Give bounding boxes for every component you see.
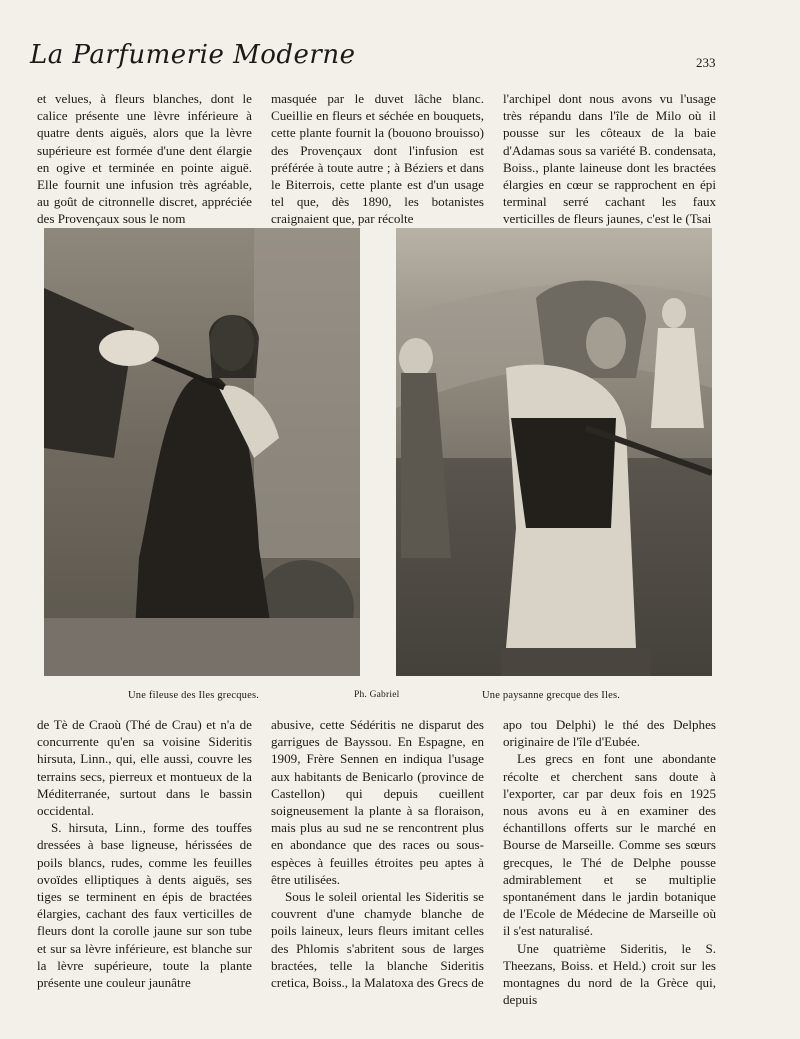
photo-spinner-woman [44,228,360,676]
paragraph: S. hirsuta, Linn., forme des touffes dressées à base ligneuse, hérissées de poils blancs, rudes, comme les feuilles ovoïdes elliptiques à dents aiguës, ses tiges se terminent en épis de bractées élargies, cachant des faux verticilles de fleurs dont la corolle jaune sur son tube et sur sa lèvre inférieure, est blanche sur la lèvre supérieure, toute la plante présente une couleur jaunâtre [37,820,252,991]
caption-left: Une fileuse des Iles grecques. [128,690,260,701]
paragraph: l'archipel dont nous avons vu l'usage très répandu dans l'île de Milo où il pousse sur les côteaux de la baie d'Adamas sous sa variété B. condensata, Boiss., plante laineuse dont les bractées élargies en cœur se rapprochent en épi terminal serré cachant les faux verticilles de fleurs jaunes, c'est le (Tsai [503,91,716,227]
caption-right: Une paysanne grecque des Iles. [482,690,621,701]
paragraph: de Tè de Craoù (Thé de Crau) et n'a de concurrente qu'en sa voisine Sideritis hirsuta, Linn., qui, elle aussi, couvre les terrains secs, pierreux et montueux de la Méditerranée, surtout dans le bassin occidental. [37,717,252,819]
top-column-2 [271,90,484,228]
paragraph: Sous le soleil oriental les Sideritis se couvrent d'une chamyde blanche de poils laineux, leurs fleurs imitant celles des Phlomis s'abritent sous de larges bractées, telle la blanche Sideritis cretica, Boiss., la Malatoxa des Grecs de [271,889,484,991]
photo-credit: Ph. Gabriel [354,690,400,700]
bottom-column-1 [37,716,252,991]
photo-peasant-woman [396,228,712,676]
paragraph: et velues, à fleurs blanches, dont le calice présente une lèvre inférieure à quatre dents aiguës, alors que la lèvre supérieure est formée d'une dent élargie en ogive et terminée en pointe aiguë. Elle fournit une infusion très agréable, au goût de citronnelle discret, appréciée des Provençaux sous le nom [37,91,252,227]
paragraph: apo tou Delphi) le thé des Delphes originaire de l'île d'Eubée. [503,717,716,750]
paragraph: Les grecs en font une abondante récolte et cherchent sans doute à l'exporter, car par deux fois en 1925 nous avons eu à en examiner des échantillons offerts sur le marché en Bourse de Marseille. Comme ses sœurs grecques, le Thé de Delphe pousse admirablement et se multiplie spontanément dans le jardin botanique de l'Ecole de Médecine de Marseille où il s'est naturalisé. [503,751,716,939]
page-number: 233 [696,55,716,70]
bottom-column-2 [271,716,484,991]
paragraph: masquée par le duvet lâche blanc. Cueillie en fleurs et séchée en bouquets, cette plante fournit la (bouono brouisso) des Provençaux dont l'infusion est préférée à toute autre ; à Béziers et dans le Biterrois, cette plante est d'un usage tel que, dès 1890, les botanistes craignaient que, par récolte [271,91,484,227]
journal-title: La Parfumerie Moderne [30,40,356,70]
top-column-1 [37,90,252,228]
paragraph: Une quatrième Sideritis, le S. Theezans, Boiss. et Held.) croit sur les montagnes du nord de la Grèce qui, depuis [503,940,716,1008]
top-column-3 [503,90,716,228]
bottom-column-3 [503,716,716,1008]
paragraph: abusive, cette Sédéritis ne disparut des garrigues de Bayssou. En Espagne, en 1909, Frère Sennen en indiqua l'usage aux habitants de Benicarlo (province de Castellon) qui depuis cueillent soigneusement la plante à sa floraison, mais plus au sud ne se rencontrent plus en abondance que des races ou sous-espèces à feuilles étroites peu aptes à être utilisées. [271,717,484,887]
